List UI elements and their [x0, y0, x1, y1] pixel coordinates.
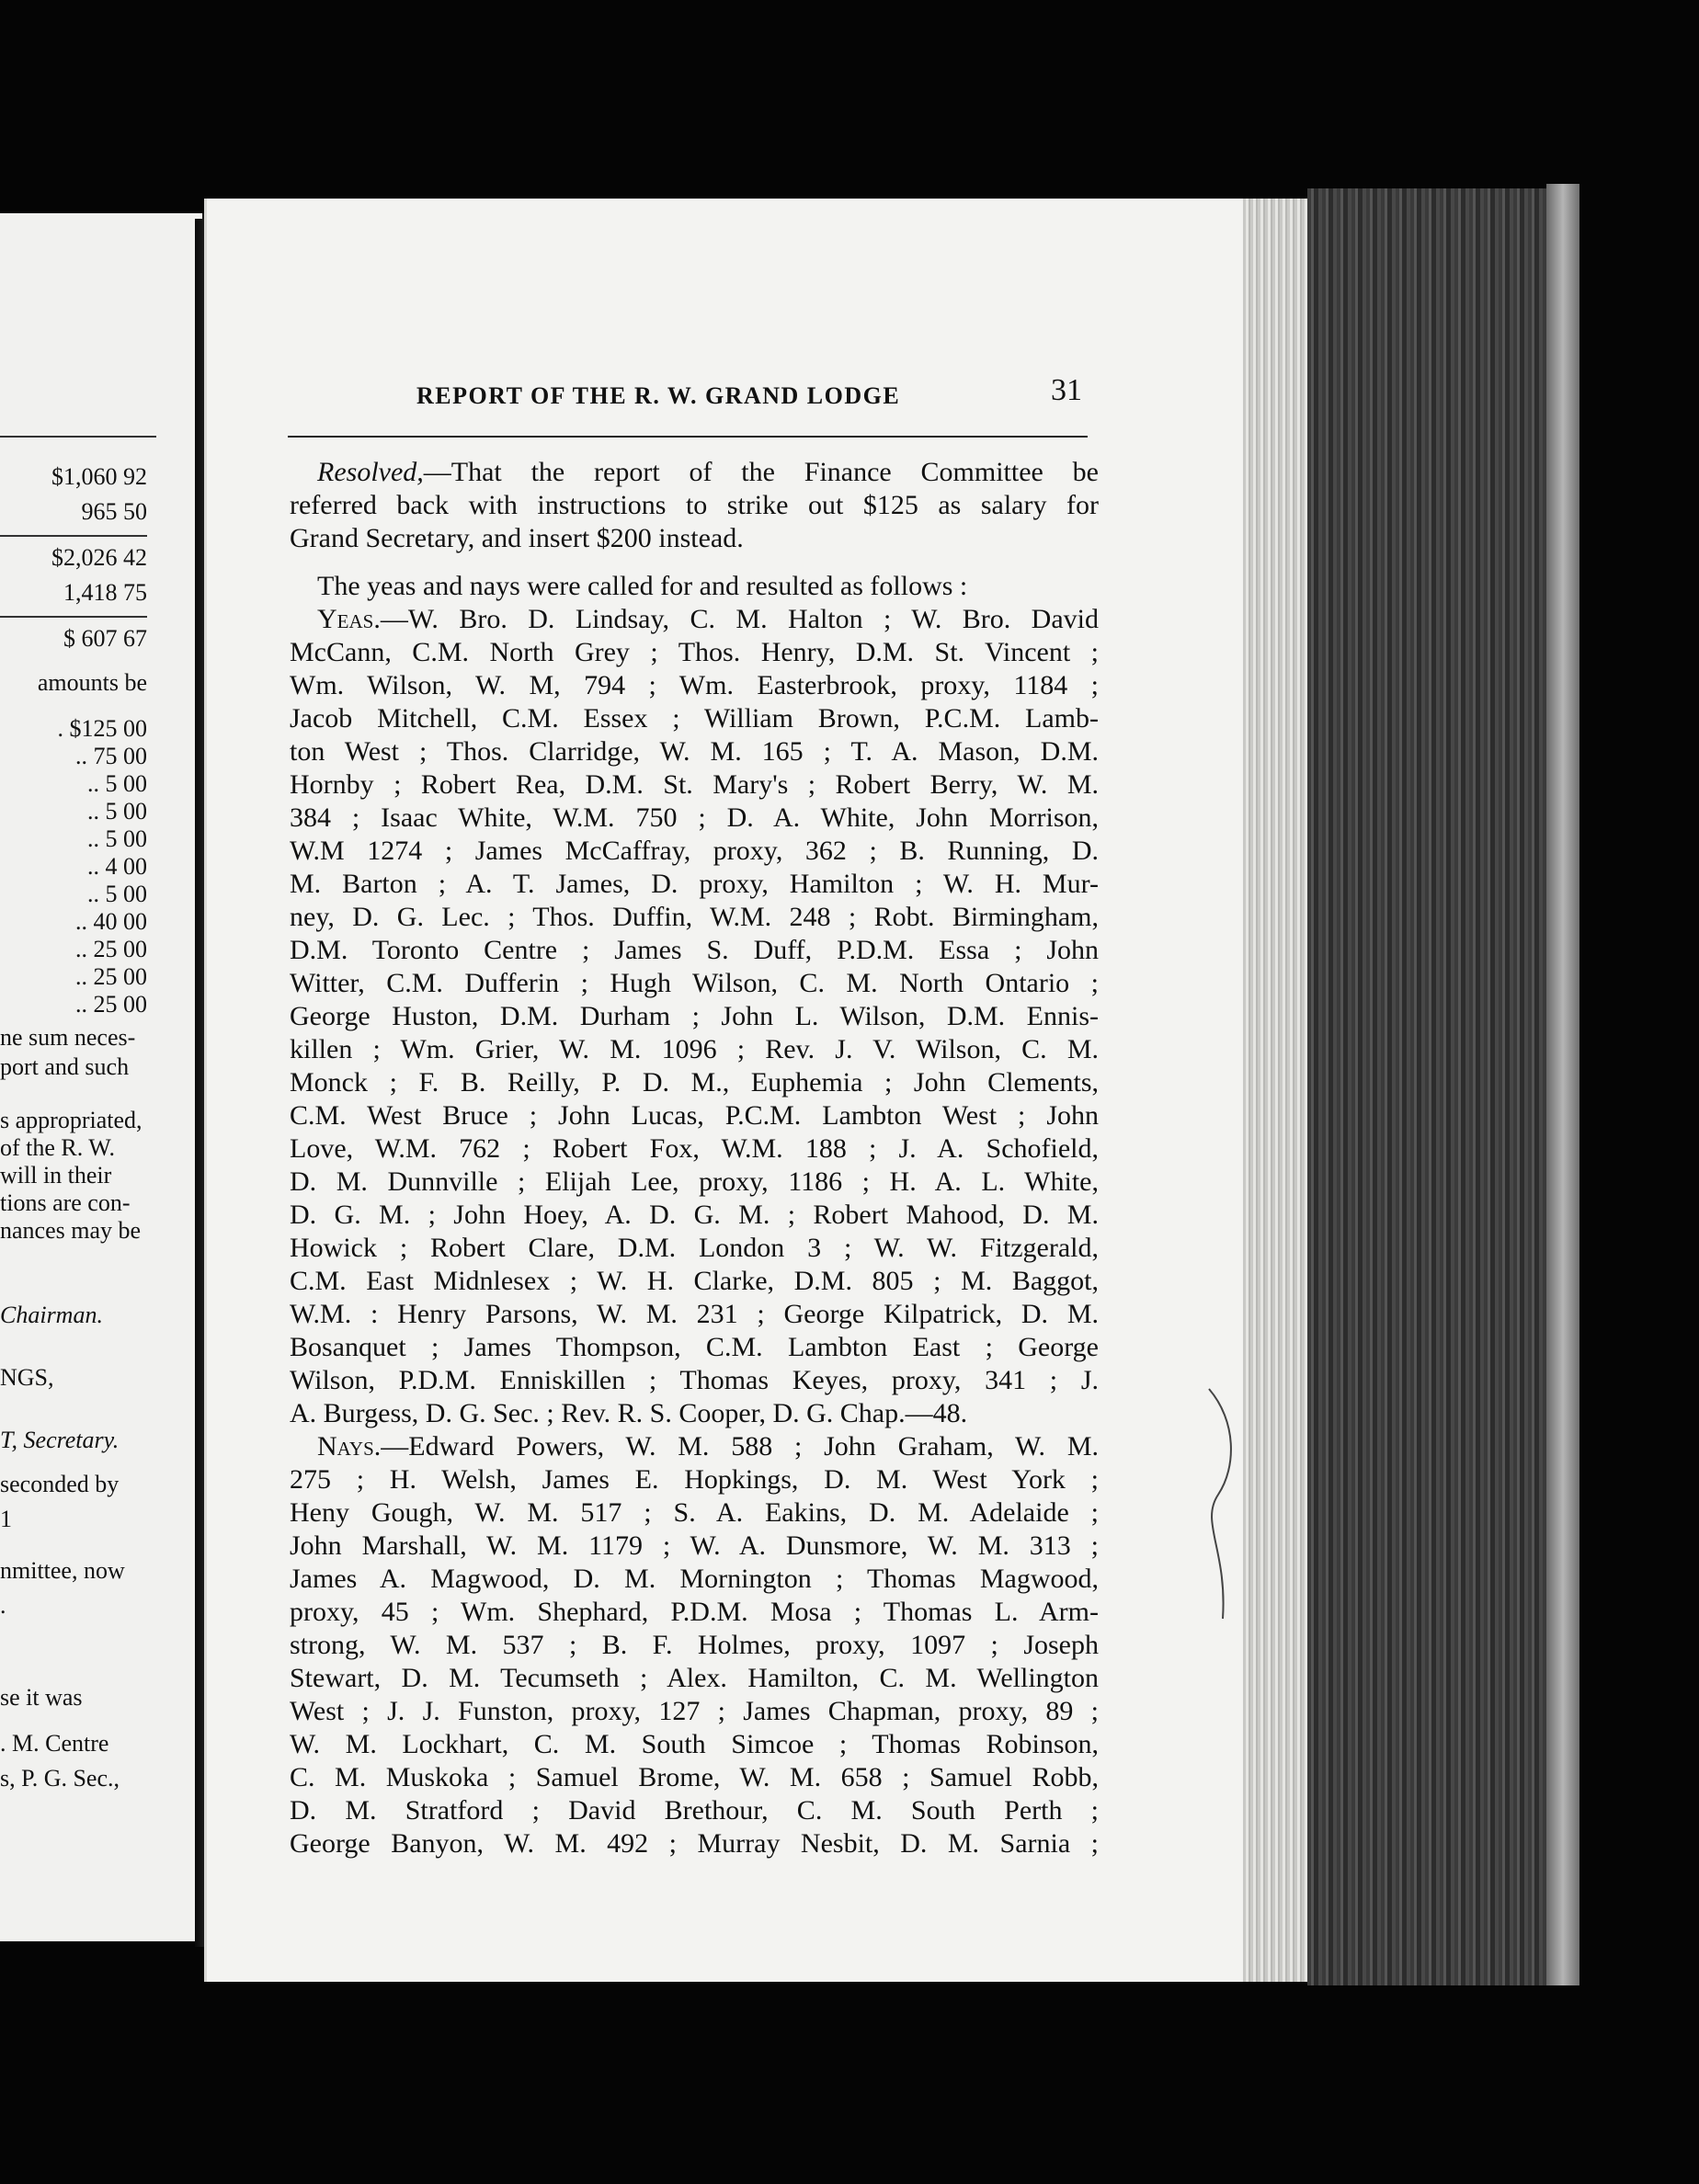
body-line: killen ; Wm. Grier, W. M. 1096 ; Rev. J. V. Wilson, C. M. [290, 1034, 1099, 1064]
body-line: Hornby ; Robert Rea, D.M. St. Mary's ; Robert Berry, W. M. [290, 769, 1099, 800]
left-page-line: se it was [0, 1684, 83, 1711]
left-page-line: NGS, [0, 1364, 54, 1391]
page-number: 31 [1051, 373, 1082, 407]
body-line: A. Burgess, D. G. Sec. ; Rev. R. S. Cooper, D. G. Chap.—48. [290, 1398, 968, 1428]
body-line: D. M. Stratford ; David Brethour, C. M. South Perth ; [290, 1795, 1099, 1826]
nays-paragraph [290, 1430, 1099, 1860]
left-page-line: .. 5 00 [87, 798, 147, 825]
body-line: George Banyon, W. M. 492 ; Murray Nesbit, D. M. Sarnia ; [290, 1828, 1099, 1859]
body-line: Nays.—Edward Powers, W. M. 588 ; John Graham, W. M. [317, 1431, 1099, 1462]
body-line: W.M. : Henry Parsons, W. M. 231 ; George Kilpatrick, D. M. [290, 1299, 1099, 1329]
left-page-line: .. 25 00 [75, 963, 147, 990]
left-page-line: of the R. W. [0, 1134, 115, 1161]
left-page-line: Chairman. [0, 1302, 103, 1328]
left-page-line: T, Secretary. [0, 1427, 120, 1453]
left-page-line: nmittee, now [0, 1557, 125, 1584]
body-line: Witter, C.M. Dufferin ; Hugh Wilson, C. M. North Ontario ; [290, 968, 1099, 998]
body-line: James A. Magwood, D. M. Mornington ; Thomas Magwood, [290, 1564, 1099, 1594]
body-line: D. G. M. ; John Hoey, A. D. G. M. ; Robert Mahood, D. M. [290, 1200, 1099, 1230]
left-page-line: nances may be [0, 1217, 142, 1244]
body-line: Love, W.M. 762 ; Robert Fox, W.M. 188 ; J. A. Schofield, [290, 1133, 1099, 1164]
book-cover-edge [1546, 184, 1579, 1985]
body-line: Resolved,—That the report of the Finance Committee be [317, 457, 1099, 487]
resolved-lead: Resolved, [317, 457, 424, 487]
body-line: W. M. Lockhart, C. M. South Simcoe ; Thomas Robinson, [290, 1729, 1099, 1759]
left-page-line: amounts be [37, 669, 147, 696]
body-line: C.M. West Bruce ; John Lucas, P.C.M. Lambton West ; John [290, 1100, 1099, 1131]
body-line: Grand Secretary, and insert $200 instead. [290, 523, 744, 553]
left-page-line: will in their [0, 1162, 112, 1189]
left-page-line: . $125 00 [57, 715, 147, 742]
body-line: Wilson, P.D.M. Enniskillen ; Thomas Keyes, proxy, 341 ; J. [290, 1365, 1099, 1395]
header-rule [288, 436, 1088, 438]
left-page-line: $1,060 92 [51, 463, 147, 490]
left-page-line: .. 25 00 [75, 991, 147, 1018]
body-line: Bosanquet ; James Thompson, C.M. Lambton East ; George [290, 1332, 1099, 1362]
left-page-sum-rule [0, 535, 147, 537]
left-page-line: . M. Centre [0, 1730, 109, 1757]
body-line: C. M. Muskoka ; Samuel Brome, W. M. 658 ; Samuel Robb, [290, 1762, 1099, 1792]
left-page-sum-rule [0, 616, 147, 618]
left-page-line: .. 5 00 [87, 770, 147, 797]
body-line: 384 ; Isaac White, W.M. 750 ; D. A. White, John Morrison, [290, 802, 1099, 833]
page-body [290, 456, 1099, 1860]
body-line: McCann, C.M. North Grey ; Thos. Henry, D.M. St. Vincent ; [290, 637, 1099, 667]
body-line: strong, W. M. 537 ; B. F. Holmes, proxy, 1097 ; Joseph [290, 1630, 1099, 1660]
left-page-line: .. 5 00 [87, 825, 147, 852]
left-page-line: .. 75 00 [75, 743, 147, 769]
left-page-line: seconded by [0, 1471, 120, 1497]
body-line: D. M. Dunnville ; Elijah Lee, proxy, 1186 ; H. A. L. White, [290, 1166, 1099, 1197]
body-line: Wm. Wilson, W. M, 794 ; Wm. Easterbrook, proxy, 1184 ; [290, 670, 1099, 700]
left-page-line: .. 25 00 [75, 936, 147, 962]
left-page-line: .. 5 00 [87, 881, 147, 907]
body-line: 275 ; H. Welsh, James E. Hopkings, D. M. West York ; [290, 1464, 1099, 1495]
yeas-list [290, 636, 1099, 1430]
body-line: George Huston, D.M. Durham ; John L. Wilson, D.M. Ennis- [290, 1001, 1099, 1031]
body-line: Howick ; Robert Clare, D.M. London 3 ; W. W. Fitzgerald, [290, 1233, 1099, 1263]
nays-lead: Nays. [317, 1431, 382, 1462]
left-page-rule [0, 436, 156, 438]
left-page-line: .. 4 00 [87, 853, 147, 880]
left-page-line: ne sum neces- [0, 1024, 136, 1051]
left-page-line: s, P. G. Sec., [0, 1765, 120, 1792]
body-line: M. Barton ; A. T. James, D. proxy, Hamilton ; W. H. Mur- [290, 869, 1099, 899]
left-page-line: . [0, 1592, 6, 1619]
body-line: referred back with instructions to strike out $125 as salary for [290, 490, 1099, 520]
yeas-nays-intro: The yeas and nays were called for and resulted as follows : [317, 571, 968, 601]
left-facing-page [0, 213, 215, 1941]
body-line: proxy, 45 ; Wm. Shephard, P.D.M. Mosa ; Thomas L. Arm- [290, 1597, 1099, 1627]
body-line: West ; J. J. Funston, proxy, 127 ; James Chapman, proxy, 89 ; [290, 1696, 1099, 1726]
body-line: D.M. Toronto Centre ; James S. Duff, P.D.M. Essa ; John [290, 935, 1099, 965]
left-page-line: .. 40 00 [75, 908, 147, 935]
body-line: Yeas.—W. Bro. D. Lindsay, C. M. Halton ; W. Bro. David [317, 604, 1099, 634]
left-page-line: port and such [0, 1053, 130, 1080]
body-line: Stewart, D. M. Tecumseth ; Alex. Hamilton, C. M. Wellington [290, 1663, 1099, 1693]
body-line: Heny Gough, W. M. 517 ; S. A. Eakins, D. M. Adelaide ; [290, 1497, 1099, 1528]
body-line: ton West ; Thos. Clarridge, W. M. 165 ; T. A. Mason, D.M. [290, 736, 1099, 767]
left-page-line: tions are con- [0, 1189, 131, 1216]
running-title: REPORT OF THE R. W. GRAND LODGE [416, 382, 901, 409]
left-page-line: $2,026 42 [51, 544, 147, 571]
left-page-line: 1 [0, 1506, 12, 1532]
body-line: W.M 1274 ; James McCaffray, proxy, 362 ; B. Running, D. [290, 836, 1099, 866]
yeas-lead: Yeas. [317, 604, 381, 634]
left-page-line: s appropriated, [0, 1107, 143, 1133]
body-line: Jacob Mitchell, C.M. Essex ; William Brown, P.C.M. Lamb- [290, 703, 1099, 734]
left-page-line: 1,418 75 [63, 579, 147, 606]
book-page [204, 199, 1246, 1982]
left-page-line: $ 607 67 [63, 625, 147, 652]
body-line: John Marshall, W. M. 1179 ; W. A. Dunsmore, W. M. 313 ; [290, 1530, 1099, 1561]
page-edges-light [1243, 199, 1307, 1982]
left-page-line: 965 50 [81, 498, 147, 525]
nays-list [290, 1463, 1099, 1860]
body-line: Monck ; F. B. Reilly, P. D. M., Euphemia ; John Clements, [290, 1067, 1099, 1098]
handwritten-bracket-mark [1200, 1384, 1246, 1623]
resolution-paragraph [290, 456, 1099, 555]
body-line: C.M. East Midnlesex ; W. H. Clarke, D.M. 805 ; M. Baggot, [290, 1266, 1099, 1296]
page-edges-dark [1307, 188, 1546, 1985]
yeas-paragraph [290, 603, 1099, 1430]
body-line: ney, D. G. Lec. ; Thos. Duffin, W.M. 248 ; Robt. Birmingham, [290, 902, 1099, 932]
